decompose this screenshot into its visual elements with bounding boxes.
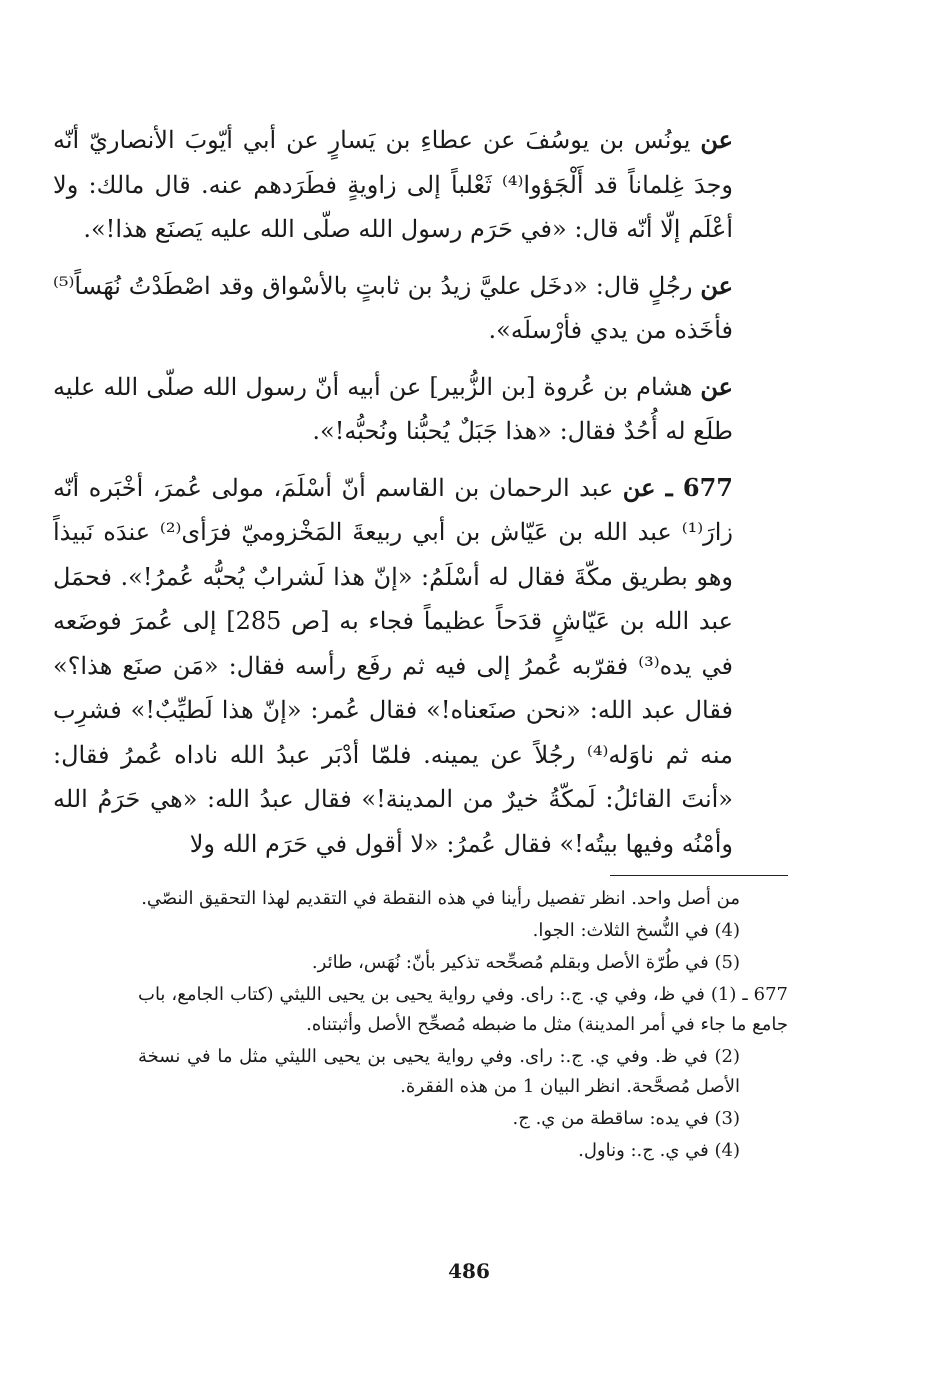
paragraph — [53, 118, 733, 252]
footnote: (4) في النُّسخ الثلاث: الجوا. — [532, 920, 740, 941]
footnote: 677 ـ (1) في ظ، وفي ي. ج.: راى. وفي رواية يحيى بن يحيى الليثي (كتاب الجامع، باب جامع ما جاء في أمر المدينة) مثل ما ضبطه مُصحِّح الأصل وأثبتناه. — [138, 984, 788, 1035]
footnote: (3) في يده: ساقطة من ي. ج. — [512, 1108, 740, 1129]
paragraph — [53, 365, 733, 454]
paragraph-text: هشام بن عُروة [بن الزُّبير] عن أبيه أنّ رسول الله صلّى الله عليه طلَع له أُحُدٌ فقال: «هذا جَبَلٌ يُحبُّنا ونُحبُّه!». — [53, 372, 733, 445]
footnote: (4) في ي. ج.: وناول. — [578, 1140, 740, 1161]
paragraph — [53, 264, 733, 353]
footnotes — [138, 884, 788, 1168]
footnote: (2) في ظ. وفي ي. ج.: راى. وفي رواية يحيى بن يحيى الليثي مثل ما في نسخة الأصل مُصحَّحة. انظر البيان 1 من هذه الفقرة. — [138, 1046, 740, 1097]
footnote: (5) في طُرّة الأصل وبقلم مُصحِّحه تذكير بأنّ: نُهَس، طائر. — [311, 952, 740, 973]
main-text — [53, 118, 733, 878]
page-number: 486 — [448, 1259, 490, 1283]
paragraph-text: رجُلٍ قال: «دخَل عليَّ زيدُ بن ثابتٍ بالأسْواق وقد اصْطَدْتُ نُهَساً⁽⁵⁾ فأخَذه من يدي فأرْسلَه». — [53, 271, 733, 344]
paragraph-lead: عن — [700, 125, 733, 154]
paragraph — [53, 466, 733, 867]
footnote: من أصل واحد. انظر تفصيل رأينا في هذه النقطة في التقديم لهذا التحقيق النصّي. — [141, 888, 740, 909]
paragraph-lead: عن — [700, 371, 733, 401]
footnote-separator — [610, 875, 788, 876]
paragraph-text: عبد الرحمان بن القاسم أنّ أسْلَمَ، مولى عُمرَ، أخْبَره أنّه زارَ⁽¹⁾ عبد الله بن عَيّاش بن أبي ربيعةَ المَخْزوميّ فرَأى⁽²⁾ عندَه نَبيذاً وهو بطريق مكّةَ فقال له أسْلَمُ: «إنّ هذا لَشرابٌ يُحبُّه عُمرُ!». فحمَل عبد الله بن عَيّاشٍ قدَحاً عظيماً فجاء به [ص 285] إلى عُمرَ فوضَعه في يده⁽³⁾ فقرّبه عُمرُ إلى فيه ثم رفَع رأسه فقال: «مَن صنَع هذا؟» فقال عبد الله: «نحن صنَعناه!» فقال عُمر: «إنّ هذا لَطيِّبٌ!» فشرِب منه ثم ناوَله⁽⁴⁾ رجُلاً عن يمينه. فلمّا أدْبَر عبدُ الله ناداه عُمرُ فقال: «أنتَ القائلُ: لَمكّةُ خيرٌ من المدينة!» فقال عبدُ الله: «هي حَرَمُ الله وأمْنُه وفيها بيتُه!» فقال عُمرُ: «لا أقول في حَرَم الله ولا — [53, 473, 734, 858]
paragraph-lead: عن — [700, 270, 733, 300]
paragraph-text: يونُس بن يوسُفَ عن عطاءِ بن يَسارٍ عن أبي أيّوبَ الأنصاريّ أنّه وجدَ غِلماناً قد أَلْجَؤوا⁽⁴⁾ ثَعْلباً إلى زاويةٍ فطَرَدهم عنه. قال مالك: ولا أعْلَم إلّا أنّه قال: «في حَرَم رسول الله صلّى الله عليه يَصنَع هذا!». — [53, 126, 733, 243]
paragraph-lead: 677 ـ عن — [622, 472, 733, 502]
